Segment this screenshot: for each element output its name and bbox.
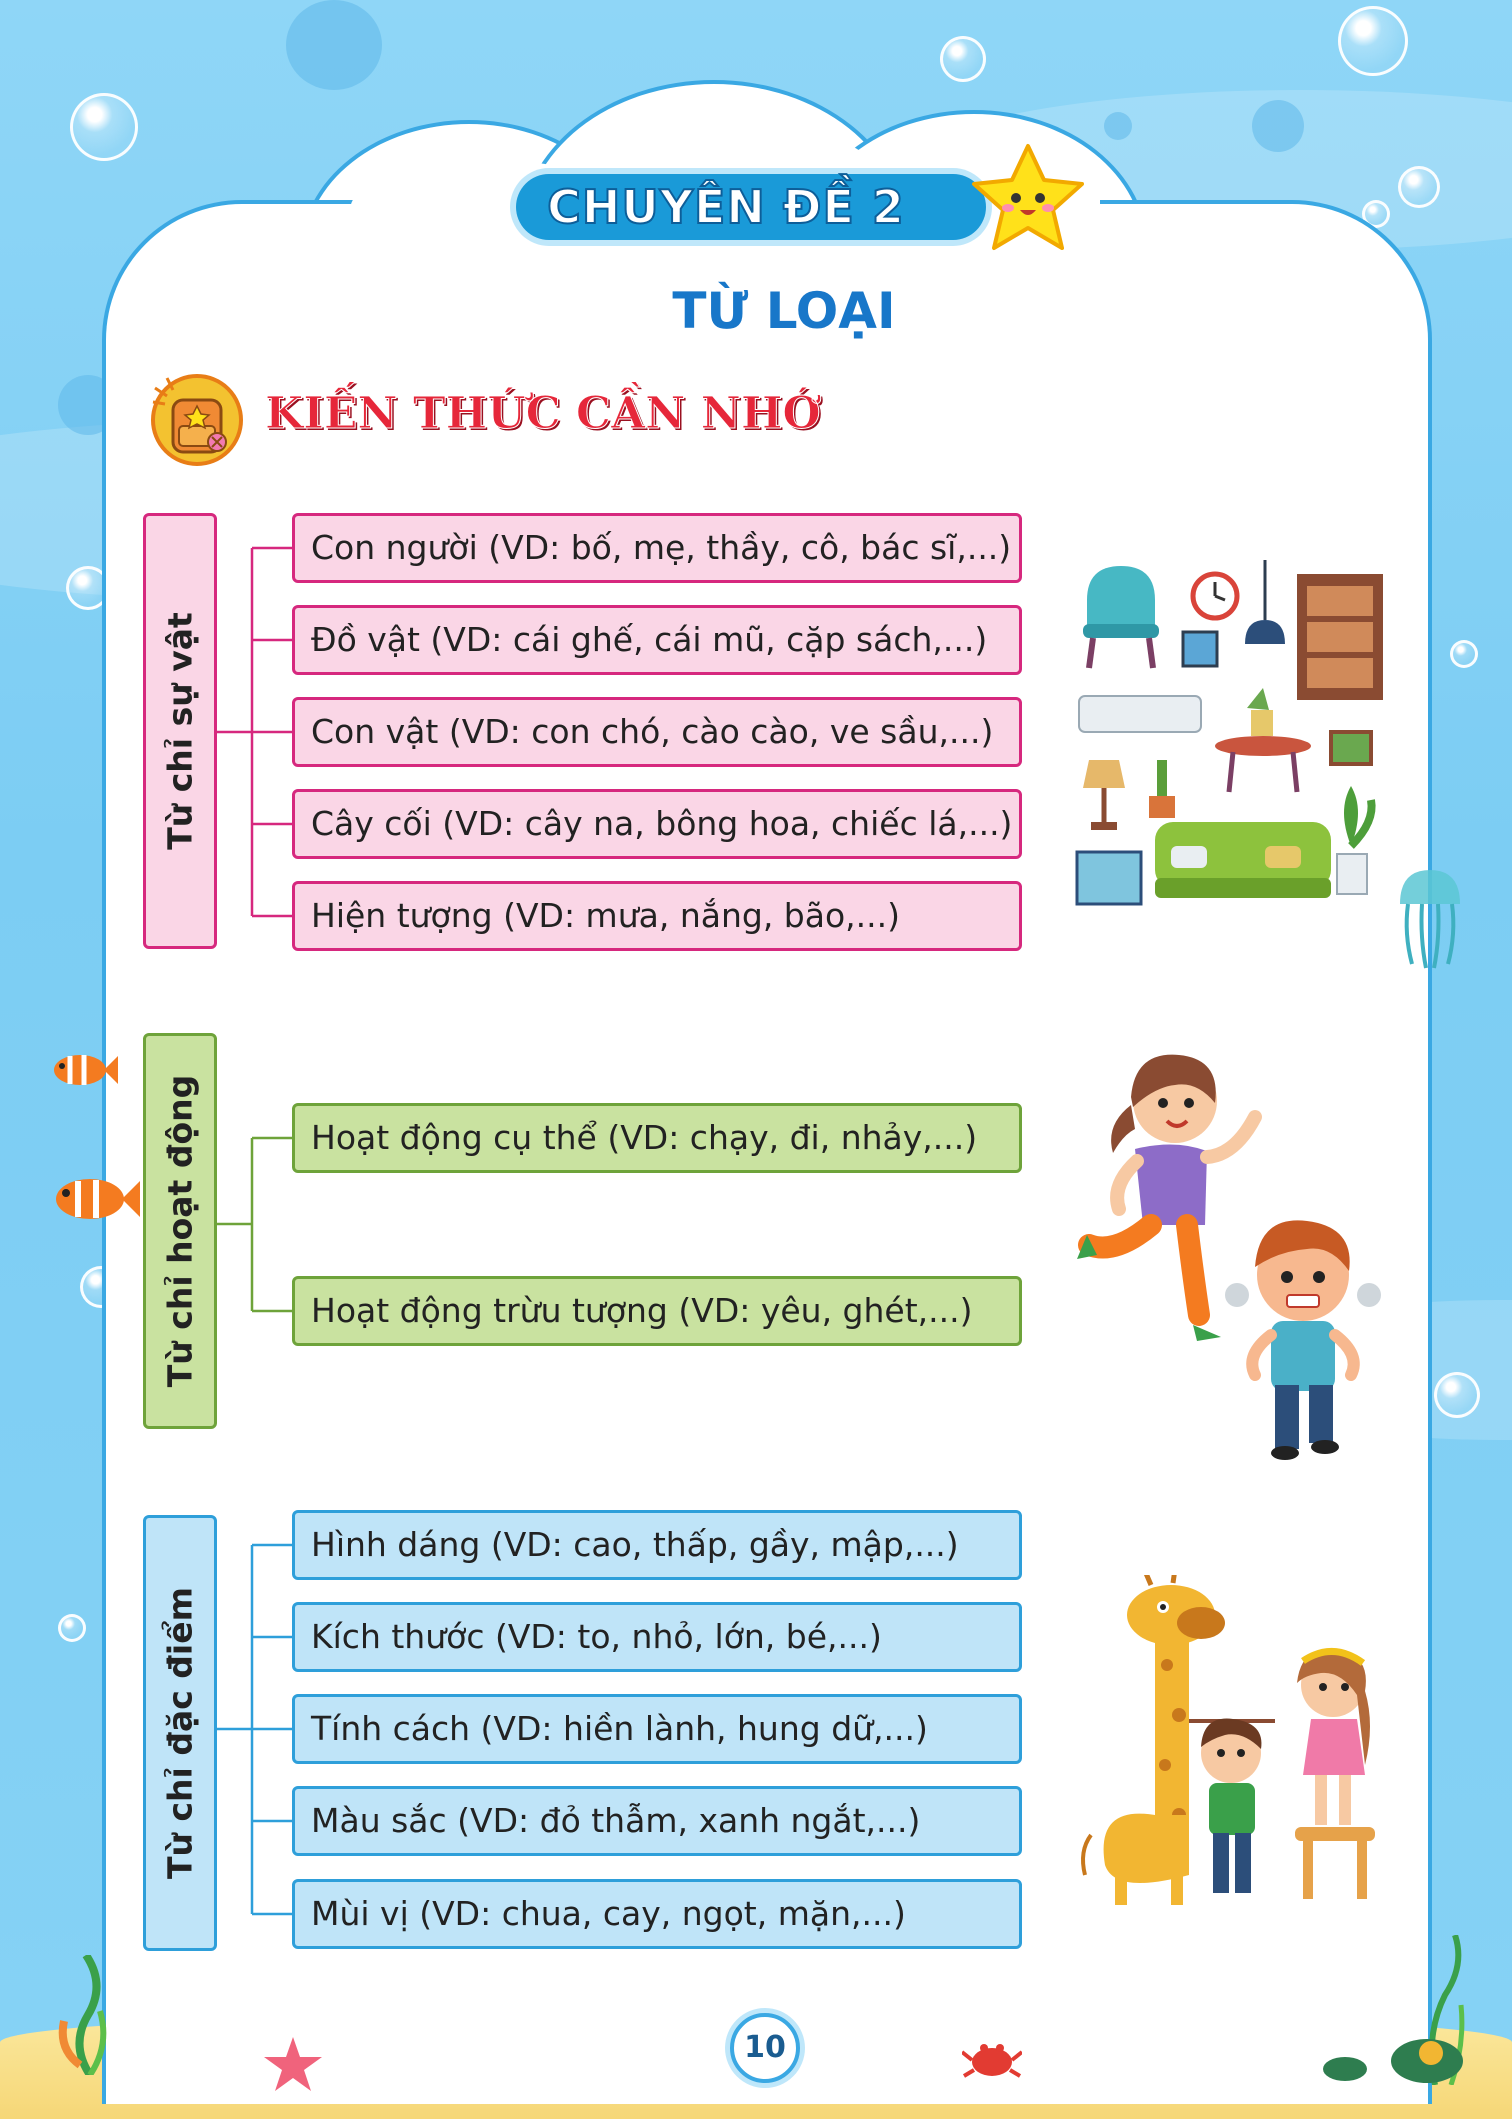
air-conditioner-icon — [1079, 696, 1201, 732]
picture-frame-icon — [1183, 632, 1217, 666]
adjective-item-taste: Mùi vị (VD: chua, cay, ngọt, mặn,...) — [292, 1879, 1022, 1949]
adjective-item-color: Màu sắc (VD: đỏ thẫm, xanh ngắt,...) — [292, 1786, 1022, 1856]
adjective-item-personality: Tính cách (VD: hiền lành, hung dữ,...) — [292, 1694, 1022, 1764]
noun-item-phenomena: Hiện tượng (VD: mưa, nắng, bão,...) — [292, 881, 1022, 951]
plant-table-icon — [1215, 688, 1311, 792]
girl-on-stool-icon — [1295, 1649, 1375, 1899]
clownfish-icon — [52, 1173, 140, 1225]
page-title: TỪ LOẠI — [672, 282, 896, 340]
group-label-text: Từ chỉ sự vật — [160, 612, 200, 850]
armchair-icon — [1083, 566, 1159, 668]
dresser-icon — [1297, 574, 1383, 700]
adjective-item-size: Kích thước (VD: to, nhỏ, lớn, bé,...) — [292, 1602, 1022, 1672]
adjective-item-shape: Hình dáng (VD: cao, thấp, gầy, mập,...) — [292, 1510, 1022, 1580]
jellyfish-icon — [1390, 864, 1470, 972]
boy-measuring-icon — [1201, 1719, 1261, 1893]
clownfish-icon — [50, 1050, 118, 1090]
group-label-nouns — [143, 513, 217, 949]
starfish-icon — [262, 2035, 324, 2093]
topic-label: CHUYÊN ĐỀ 2 — [547, 180, 905, 234]
group-label-text: Từ chỉ hoạt động — [160, 1074, 200, 1388]
page-number: 10 — [730, 2013, 800, 2083]
sofa-icon — [1155, 822, 1331, 898]
furniture-illustration — [1075, 560, 1395, 920]
group-label-adjectives — [143, 1515, 217, 1951]
noun-item-animals: Con vật (VD: con chó, cào cào, ve sầu,...) — [292, 697, 1022, 767]
group-label-text: Từ chỉ đặc điểm — [160, 1587, 200, 1879]
verb-item-abstract: Hoạt động trừu tượng (VD: yêu, ghét,...) — [292, 1276, 1022, 1346]
verb-item-concrete: Hoạt động cụ thể (VD: chạy, đi, nhảy,...) — [292, 1103, 1022, 1173]
connector-adjectives — [214, 1545, 292, 1914]
wall-clock-icon — [1193, 574, 1237, 618]
running-kids-illustration — [1075, 1045, 1395, 1465]
noun-item-objects: Đồ vật (VD: cái ghế, cái mũ, cặp sách,...) — [292, 605, 1022, 675]
giraffe-height-illustration — [1075, 1575, 1395, 1915]
noun-item-plants: Cây cối (VD: cây na, bông hoa, chiếc lá,...) — [292, 789, 1022, 859]
section-heading-label: KIẾN THỨC CẦN NHỚ — [265, 388, 821, 439]
angry-boy-icon — [1225, 1220, 1381, 1460]
ceiling-lamp-icon — [1245, 560, 1285, 644]
table-lamp-icon — [1083, 760, 1125, 830]
potted-plant-icon — [1337, 786, 1372, 894]
coral-reef-icon — [1315, 1935, 1485, 2085]
picture-frame-icon — [1331, 732, 1371, 764]
seaweed-icon — [50, 1955, 130, 2075]
noun-item-people: Con người (VD: bố, mẹ, thầy, cô, bác sĩ,...) — [292, 513, 1022, 583]
nightstand-icon — [1077, 852, 1141, 904]
connector-nouns — [214, 548, 292, 916]
cactus-icon — [1149, 760, 1175, 818]
crab-icon — [962, 2030, 1022, 2082]
group-label-verbs — [143, 1033, 217, 1429]
connector-verbs — [214, 1138, 292, 1311]
